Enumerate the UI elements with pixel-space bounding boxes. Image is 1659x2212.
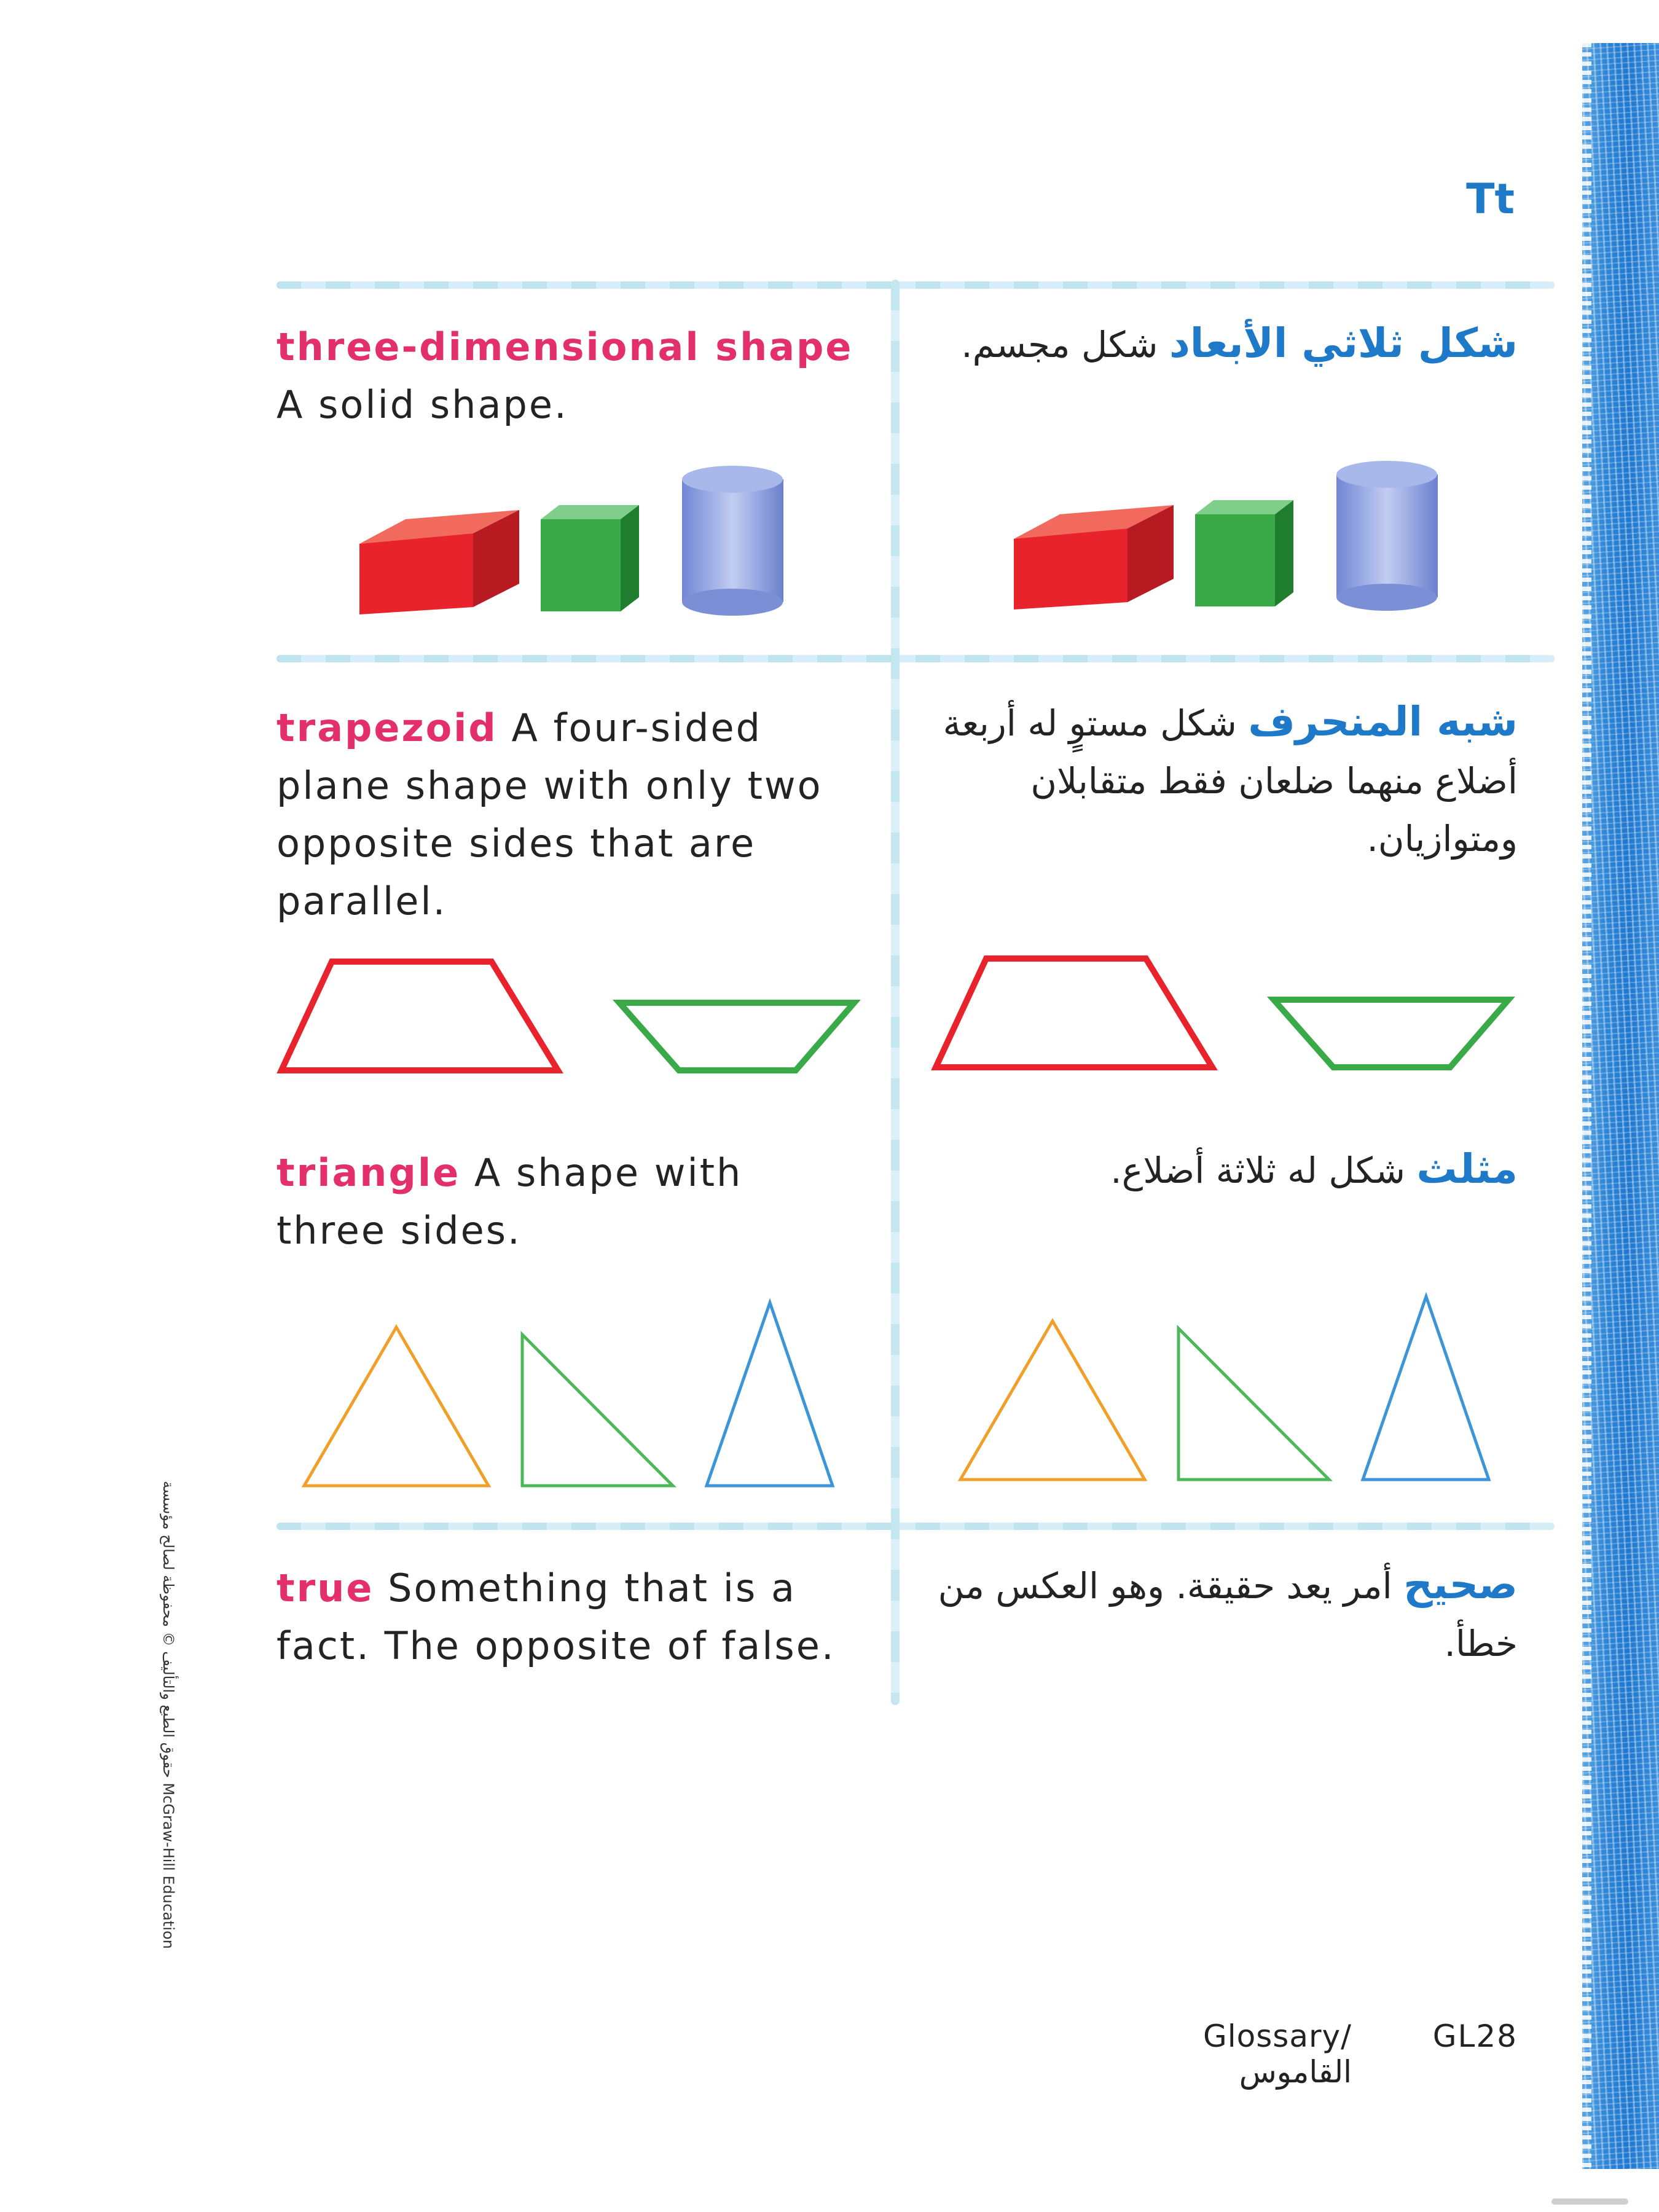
glossary-entry-ar [922,1140,1518,1199]
trapezoid-illustration-ar [931,949,1515,1078]
row-divider-1 [276,655,1555,662]
column-divider [891,280,900,1705]
isosceles-triangle-icon [1363,1296,1489,1480]
definition-english: A shape with three sides. [276,1150,743,1253]
right-triangle-icon [1179,1328,1329,1480]
cube-icon [1195,500,1293,606]
rectangular-prism-icon [359,510,519,614]
term-arabic: شكل ثلاثي الأبعاد [1169,320,1518,367]
scrollbar-thumb[interactable] [1551,2198,1628,2205]
copyright-text: حقوق الطبع والتأليف © محفوظة لصالح مؤسسة McGraw-Hill Education [160,1481,177,1949]
page-number: GL28 [1432,2018,1518,2054]
definition-arabic: شكل له ثلاثة أضلاع. [1110,1150,1405,1191]
term-english: trapezoid [276,705,498,750]
isosceles-triangle-icon [707,1303,833,1486]
section-letter-heading: Tt [1466,175,1515,224]
cube-icon [541,505,639,611]
definition-arabic: شكل مستوٍ له أربعة أضلاع منهما ضلعان فقط متقابلان ومتوازيان. [943,702,1518,860]
footer-glossary-label: Glossary/القاموس [1203,2018,1352,2090]
cylinder-icon [1336,461,1438,611]
term-english: three-dimensional shape [276,324,853,369]
right-triangle-icon [522,1335,673,1486]
definition-english: A four-sided plane shape with only two opposite sides that are parallel. [276,705,823,924]
definition-english: A solid shape. [276,382,568,427]
glossary-entry-en [276,318,866,434]
definition-arabic: أمر يعد حقيقة. وهو العكس من خطأ. [938,1565,1518,1665]
triangles-illustration-ar [957,1290,1498,1487]
trapezoid-icon [281,962,558,1070]
solid-shapes-illustration-ar [1014,456,1444,616]
equilateral-triangle-icon [304,1327,488,1486]
glossary-entry-en [276,699,866,930]
trapezoid-illustration [276,952,860,1081]
copyright-notice [160,1481,177,1949]
glossary-entry-en [276,1144,866,1260]
crayon-strip-edge [1573,43,1591,2169]
triangles-illustration [301,1296,842,1493]
definition-english: Something that is a fact. The opposite of false. [276,1566,836,1668]
equilateral-triangle-icon [960,1321,1145,1480]
glossary-entry-ar [922,315,1518,374]
trapezoid-icon [936,959,1212,1067]
term-arabic: شبه المنحرف [1248,698,1518,745]
definition-arabic: شكل مجسم. [961,324,1158,366]
glossary-entry-en [276,1559,866,1675]
cylinder-icon [682,466,783,616]
term-arabic: مثلث [1416,1145,1518,1193]
blue-crayon-margin-strip [1582,43,1659,2169]
rectangular-prism-icon [1014,505,1174,610]
row-divider-top [276,281,1555,289]
term-english: triangle [276,1150,461,1195]
row-divider-3 [276,1523,1555,1530]
glossary-entry-ar [922,693,1518,868]
term-arabic: صحيح [1403,1561,1518,1608]
solid-shapes-illustration [359,461,790,621]
term-english: true [276,1566,374,1610]
glossary-entry-ar [922,1556,1518,1673]
inverted-trapezoid-icon [619,1003,854,1070]
inverted-trapezoid-icon [1274,1000,1508,1067]
